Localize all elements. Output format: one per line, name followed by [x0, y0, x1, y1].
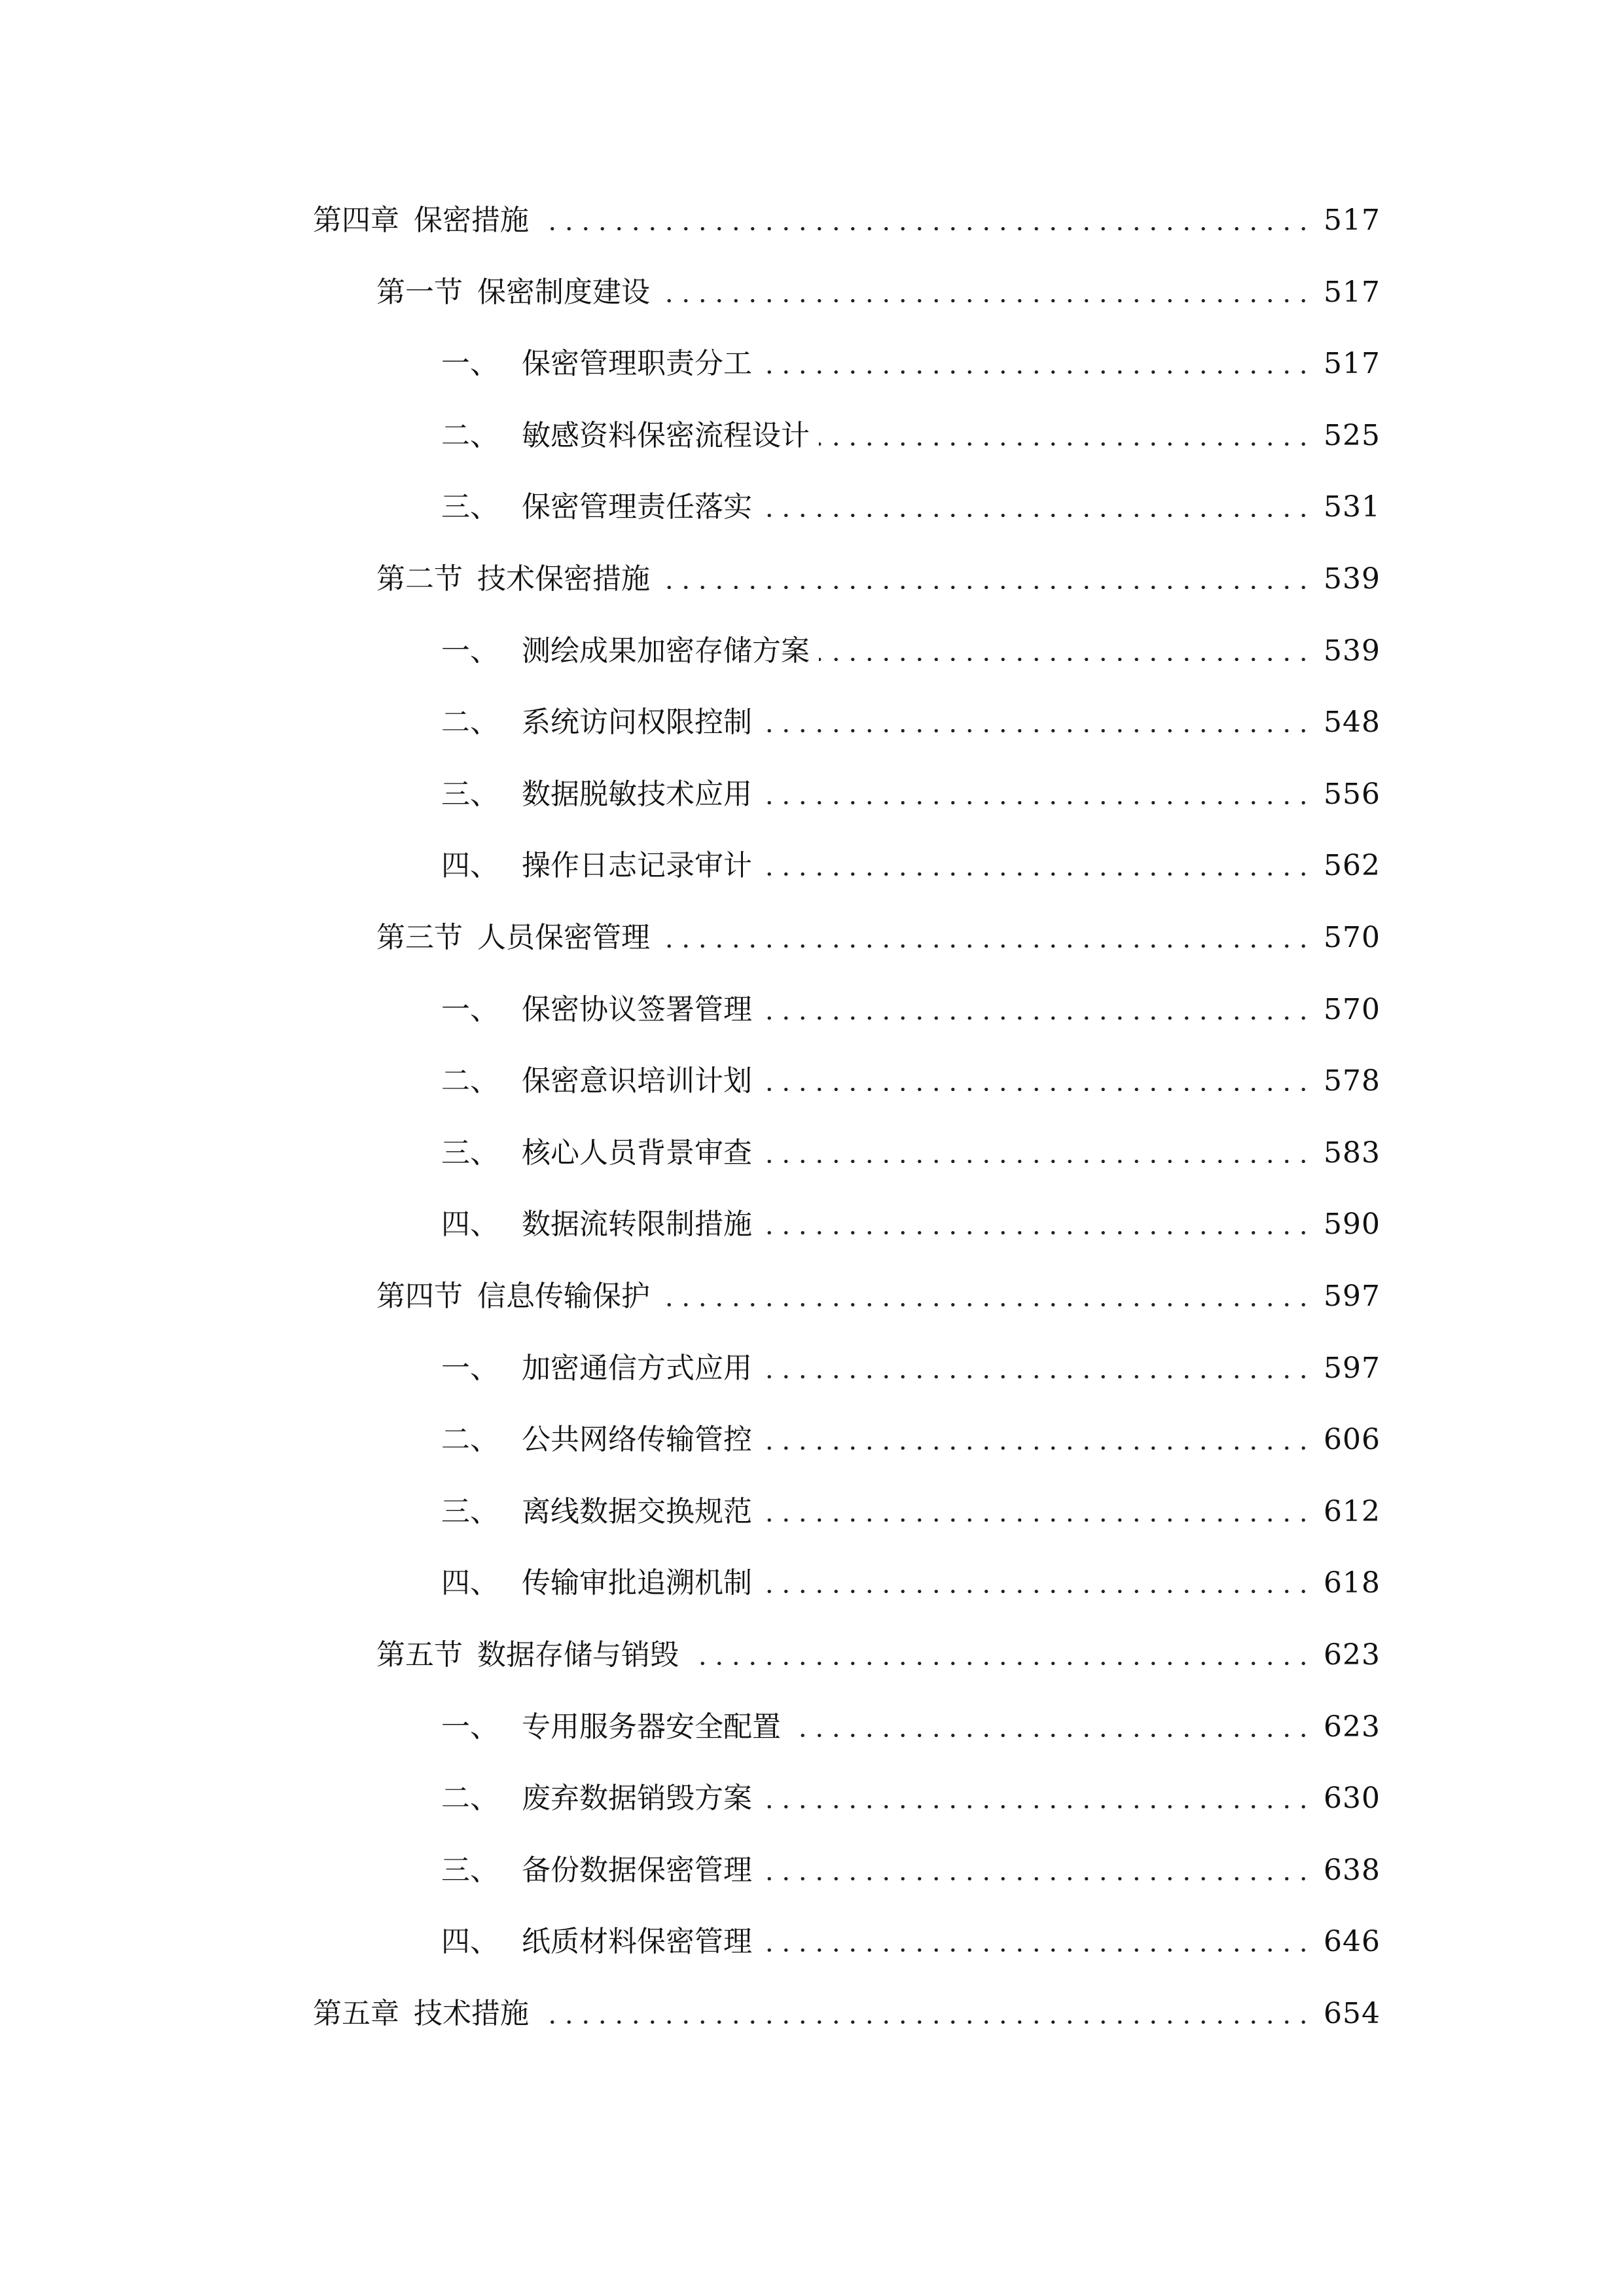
toc-entry-number: 四、 [441, 1208, 499, 1242]
toc-entry-page-number: 539 [1324, 562, 1380, 596]
toc-entry-page-number: 606 [1324, 1423, 1380, 1457]
toc-entry-number: 一、 [441, 634, 499, 668]
toc-entry-number: 三、 [441, 1136, 499, 1170]
toc-entry-title: 公共网络传输管控 [522, 1423, 752, 1457]
toc-entry-number: 第五节 [376, 1638, 463, 1672]
toc-entry-number: 一、 [441, 347, 499, 381]
dot-leader [688, 1629, 1312, 1681]
toc-entry-title: 人员保密管理 [477, 921, 650, 954]
toc-entry-page-number: 597 [1324, 1351, 1380, 1385]
toc-chapter-entry[interactable] [313, 194, 1380, 247]
toc-entry-page-number: 638 [1324, 1853, 1380, 1887]
toc-subsection-entry[interactable] [441, 1916, 1380, 1968]
toc-subsection-entry[interactable] [441, 1127, 1380, 1179]
toc-entry-number: 四、 [441, 1566, 499, 1600]
dot-leader [761, 840, 1312, 892]
toc-entry-number: 第四节 [376, 1280, 463, 1313]
dot-leader [761, 1557, 1312, 1609]
dot-leader [659, 553, 1312, 605]
toc-section-entry[interactable] [376, 1270, 1380, 1323]
toc-entry-title: 核心人员背景审查 [522, 1136, 752, 1170]
dot-leader [819, 625, 1312, 677]
toc-entry-number: 一、 [441, 1710, 499, 1744]
toc-entry-page-number: 517 [1324, 275, 1380, 309]
dot-leader [659, 1270, 1312, 1323]
toc-entry-number: 三、 [441, 777, 499, 811]
toc-entry-page-number: 570 [1324, 992, 1380, 1026]
dot-leader [761, 1486, 1312, 1538]
toc-entry-page-number: 583 [1324, 1136, 1380, 1170]
dot-leader [761, 768, 1312, 821]
toc-entry-page-number: 590 [1324, 1208, 1380, 1242]
toc-entry-number: 二、 [441, 1064, 499, 1098]
toc-entry-title: 保密制度建设 [477, 275, 650, 309]
toc-entry-title: 系统访问权限控制 [522, 706, 752, 740]
toc-entry-page-number: 578 [1324, 1064, 1380, 1098]
toc-entry-number: 二、 [441, 1423, 499, 1457]
dot-leader [761, 1055, 1312, 1107]
toc-subsection-entry[interactable] [441, 1414, 1380, 1466]
toc-entry-page-number: 654 [1324, 1997, 1380, 2030]
toc-entry-page-number: 556 [1324, 777, 1380, 811]
toc-entry-page-number: 646 [1324, 1925, 1380, 1959]
toc-section-entry[interactable] [376, 553, 1380, 605]
toc-entry-number: 四、 [441, 1925, 499, 1959]
toc-entry-title: 保密意识培训计划 [522, 1064, 752, 1098]
toc-section-entry[interactable] [376, 912, 1380, 964]
toc-subsection-entry[interactable] [441, 1342, 1380, 1395]
toc-entry-title: 专用服务器安全配置 [522, 1710, 781, 1744]
toc-entry-page-number: 517 [1324, 347, 1380, 381]
dot-leader [761, 984, 1312, 1036]
toc-entry-title: 传输审批追溯机制 [522, 1566, 752, 1600]
toc-subsection-entry[interactable] [441, 1844, 1380, 1897]
toc-entry-number: 二、 [441, 1782, 499, 1816]
toc-entry-title: 敏感资料保密流程设计 [522, 418, 810, 452]
toc-entry-title: 离线数据交换规范 [522, 1494, 752, 1528]
toc-entry-title: 数据流转限制措施 [522, 1208, 752, 1242]
toc-entry-number: 三、 [441, 1853, 499, 1887]
dot-leader [761, 1127, 1312, 1179]
toc-entry-number: 第一节 [376, 275, 463, 309]
toc-subsection-entry[interactable] [441, 1198, 1380, 1251]
toc-entry-number: 二、 [441, 418, 499, 452]
dot-leader [761, 696, 1312, 749]
toc-subsection-entry[interactable] [441, 840, 1380, 892]
toc-subsection-entry[interactable] [441, 1055, 1380, 1107]
toc-entry-page-number: 548 [1324, 706, 1380, 740]
toc-entry-page-number: 562 [1324, 849, 1380, 883]
toc-entry-number: 第三节 [376, 921, 463, 954]
toc-entry-title: 保密措施 [414, 204, 529, 237]
dot-leader [761, 1414, 1312, 1466]
toc-entry-number: 三、 [441, 490, 499, 524]
toc-entry-page-number: 623 [1324, 1638, 1380, 1672]
toc-entry-title: 保密协议签署管理 [522, 992, 752, 1026]
toc-entry-page-number: 597 [1324, 1280, 1380, 1313]
toc-entry-number: 第五章 [313, 1997, 399, 2030]
toc-entry-number: 三、 [441, 1494, 499, 1528]
toc-subsection-entry[interactable] [441, 768, 1380, 821]
dot-leader [761, 481, 1312, 533]
toc-entry-title: 备份数据保密管理 [522, 1853, 752, 1887]
toc-entry-number: 第二节 [376, 562, 463, 596]
dot-leader [538, 1988, 1312, 2040]
toc-entry-number: 一、 [441, 992, 499, 1026]
dot-leader [790, 1701, 1312, 1753]
dot-leader [538, 194, 1312, 247]
toc-entry-page-number: 539 [1324, 634, 1380, 668]
toc-entry-page-number: 525 [1324, 418, 1380, 452]
toc-subsection-entry[interactable] [441, 338, 1380, 390]
toc-subsection-entry[interactable] [441, 696, 1380, 749]
toc-entry-number: 一、 [441, 1351, 499, 1385]
toc-entry-page-number: 612 [1324, 1494, 1380, 1528]
toc-entry-title: 信息传输保护 [477, 1280, 650, 1313]
toc-entry-number: 四、 [441, 849, 499, 883]
dot-leader [761, 338, 1312, 390]
toc-entry-title: 加密通信方式应用 [522, 1351, 752, 1385]
toc-entry-page-number: 570 [1324, 921, 1380, 954]
toc-entry-number: 二、 [441, 706, 499, 740]
toc-entry-title: 纸质材料保密管理 [522, 1925, 752, 1959]
toc-entry-title: 数据存储与销毁 [477, 1638, 679, 1672]
toc-entry-title: 保密管理职责分工 [522, 347, 752, 381]
toc-section-entry[interactable] [376, 1629, 1380, 1681]
toc-subsection-entry[interactable] [441, 1557, 1380, 1609]
toc-subsection-entry[interactable] [441, 625, 1380, 677]
toc-subsection-entry[interactable] [441, 1701, 1380, 1753]
dot-leader [761, 1342, 1312, 1395]
toc-entry-page-number: 531 [1324, 490, 1380, 524]
toc-entry-page-number: 618 [1324, 1566, 1380, 1600]
toc-entry-number: 第四章 [313, 204, 399, 237]
toc-chapter-entry[interactable] [313, 1988, 1380, 2040]
toc-subsection-entry[interactable] [441, 410, 1380, 462]
dot-leader [819, 410, 1312, 462]
toc-section-entry[interactable] [376, 266, 1380, 319]
dot-leader [659, 266, 1312, 319]
dot-leader [761, 1772, 1312, 1825]
toc-subsection-entry[interactable] [441, 481, 1380, 533]
toc-entry-page-number: 623 [1324, 1710, 1380, 1744]
toc-entry-title: 测绘成果加密存储方案 [522, 634, 810, 668]
toc-entry-title: 技术保密措施 [477, 562, 650, 596]
toc-entry-title: 保密管理责任落实 [522, 490, 752, 524]
dot-leader [761, 1916, 1312, 1968]
dot-leader [761, 1198, 1312, 1251]
toc-subsection-entry[interactable] [441, 984, 1380, 1036]
toc-entry-title: 废弃数据销毁方案 [522, 1782, 752, 1816]
toc-entry-page-number: 517 [1324, 204, 1380, 237]
toc-entry-title: 操作日志记录审计 [522, 849, 752, 883]
toc-subsection-entry[interactable] [441, 1772, 1380, 1825]
toc-entry-title: 数据脱敏技术应用 [522, 777, 752, 811]
toc-subsection-entry[interactable] [441, 1486, 1380, 1538]
toc-entry-page-number: 630 [1324, 1782, 1380, 1816]
dot-leader [761, 1844, 1312, 1897]
toc-entry-title: 技术措施 [414, 1997, 529, 2030]
dot-leader [659, 912, 1312, 964]
